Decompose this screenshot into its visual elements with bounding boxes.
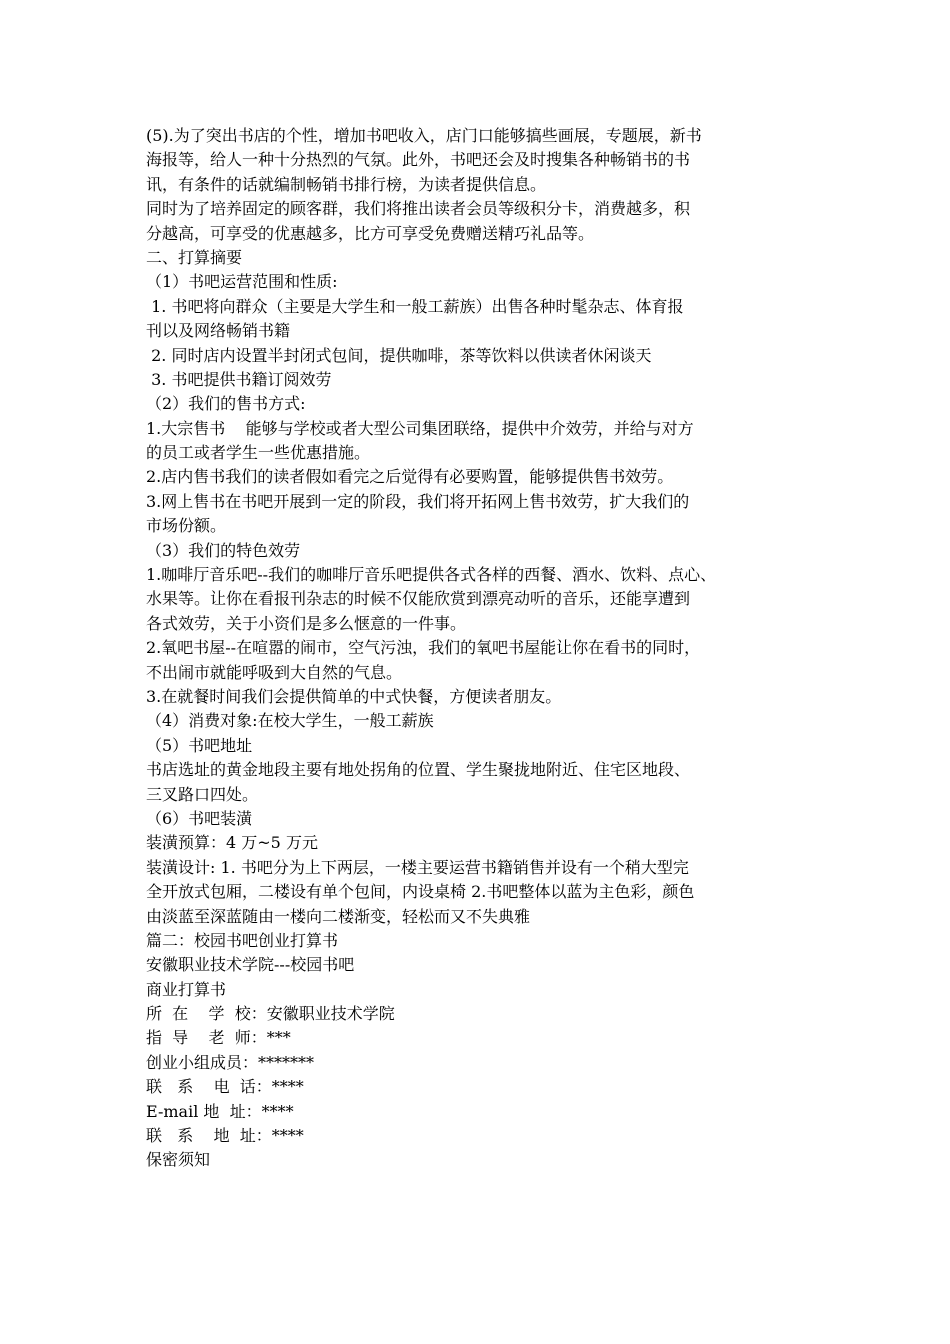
text-line: 3.在就餐时间我们会提供简单的中式快餐，方便读者朋友。 <box>146 686 562 706</box>
text-line: 的员工或者学生一些优惠措施。 <box>146 443 371 463</box>
text-line: 分越高，可享受的优惠越多，比方可享受免费赠送精巧礼品等。 <box>146 223 595 243</box>
text-line: 1.大宗售书 能够与学校或者大型公司集团联络，提供中介效劳，并给与对方 <box>146 418 694 438</box>
text-line: 指 导 老 师：*** <box>146 1028 291 1048</box>
text-line: 创业小组成员：******* <box>146 1052 315 1072</box>
text-line: 2.氧吧书屋--在喧嚣的闹市，空气污浊，我们的氧吧书屋能让你在看书的同时， <box>146 638 701 658</box>
text-line: （6）书吧装潢 <box>146 808 253 828</box>
text-line: 刊以及网络畅销书籍 <box>146 321 291 341</box>
text-line: 所 在 学 校：安徽职业技术学院 <box>146 1004 395 1024</box>
text-line: 2.店内售书我们的读者假如看完之后觉得有必要购置，能够提供售书效劳。 <box>146 467 674 487</box>
text-line: 由淡蓝至深蓝随由一楼向二楼渐变，轻松而又不失典雅 <box>146 906 531 926</box>
text-line: （1）书吧运营范围和性质: <box>146 272 338 292</box>
text-line: 装潢预算：4 万~5 万元 <box>146 833 318 853</box>
text-line: 篇二：校园书吧创业打算书 <box>146 930 339 950</box>
text-line: （5）书吧地址 <box>146 735 253 755</box>
text-line: 联 系 电 话：**** <box>146 1077 304 1097</box>
text-line: （3）我们的特色效劳 <box>146 540 301 560</box>
text-line: 书店选址的黄金地段主要有地处拐角的位置、学生聚拢地附近、住宅区地段、 <box>146 760 691 780</box>
text-line: 安徽职业技术学院---校园书吧 <box>146 955 355 975</box>
text-line: 各式效劳，关于小资们是多么惬意的一件事。 <box>146 613 467 633</box>
document-body <box>146 124 836 1173</box>
text-line: 市场份额。 <box>146 516 227 536</box>
text-line: E-mail 地 址：**** <box>146 1101 294 1121</box>
text-line: 1. 书吧将向群众（主要是大学生和一般工薪族）出售各种时髦杂志、体育报 <box>146 296 684 316</box>
text-line: 装潢设计: 1. 书吧分为上下两层，一楼主要运营书籍销售并设有一个稍大型完 <box>146 857 689 877</box>
text-line: 海报等，给人一种十分热烈的气氛。此外，书吧还会及时搜集各种畅销书的书 <box>146 150 691 170</box>
text-line: 2. 同时店内设置半封闭式包间，提供咖啡，茶等饮料以供读者休闲谈天 <box>146 345 652 365</box>
text-line: 不出闹市就能呼吸到大自然的气息。 <box>146 662 403 682</box>
text-line: 同时为了培养固定的顾客群，我们将推出读者会员等级积分卡，消费越多，积 <box>146 199 691 219</box>
text-line: 二、打算摘要 <box>146 247 243 267</box>
text-line: 3.网上售书在书吧开展到一定的阶段，我们将开拓网上售书效劳，扩大我们的 <box>146 491 690 511</box>
text-line: 3. 书吧提供书籍订阅效劳 <box>146 369 332 389</box>
text-line: 水果等。让你在看报刊杂志的时候不仅能欣赏到漂亮动听的音乐，还能享遭到 <box>146 589 691 609</box>
text-line: （4）消费对象:在校大学生，一般工薪族 <box>146 711 434 731</box>
text-line: 全开放式包厢，二楼设有单个包间，内设桌椅 2.书吧整体以蓝为主色彩，颜色 <box>146 882 695 902</box>
text-line: 商业打算书 <box>146 979 227 999</box>
text-line: 保密须知 <box>146 1150 211 1170</box>
text-line: 联 系 地 址：**** <box>146 1126 304 1146</box>
text-line: 讯，有条件的话就编制畅销书排行榜，为读者提供信息。 <box>146 174 547 194</box>
text-line: (5).为了突出书店的个性，增加书吧收入，店门口能够搞些画展，专题展，新书 <box>146 126 702 145</box>
text-line: 1.咖啡厅音乐吧--我们的咖啡厅音乐吧提供各式各样的西餐、酒水、饮料、点心、 <box>146 565 717 585</box>
text-line: 三叉路口四处。 <box>146 784 259 804</box>
text-line: （2）我们的售书方式: <box>146 394 306 414</box>
